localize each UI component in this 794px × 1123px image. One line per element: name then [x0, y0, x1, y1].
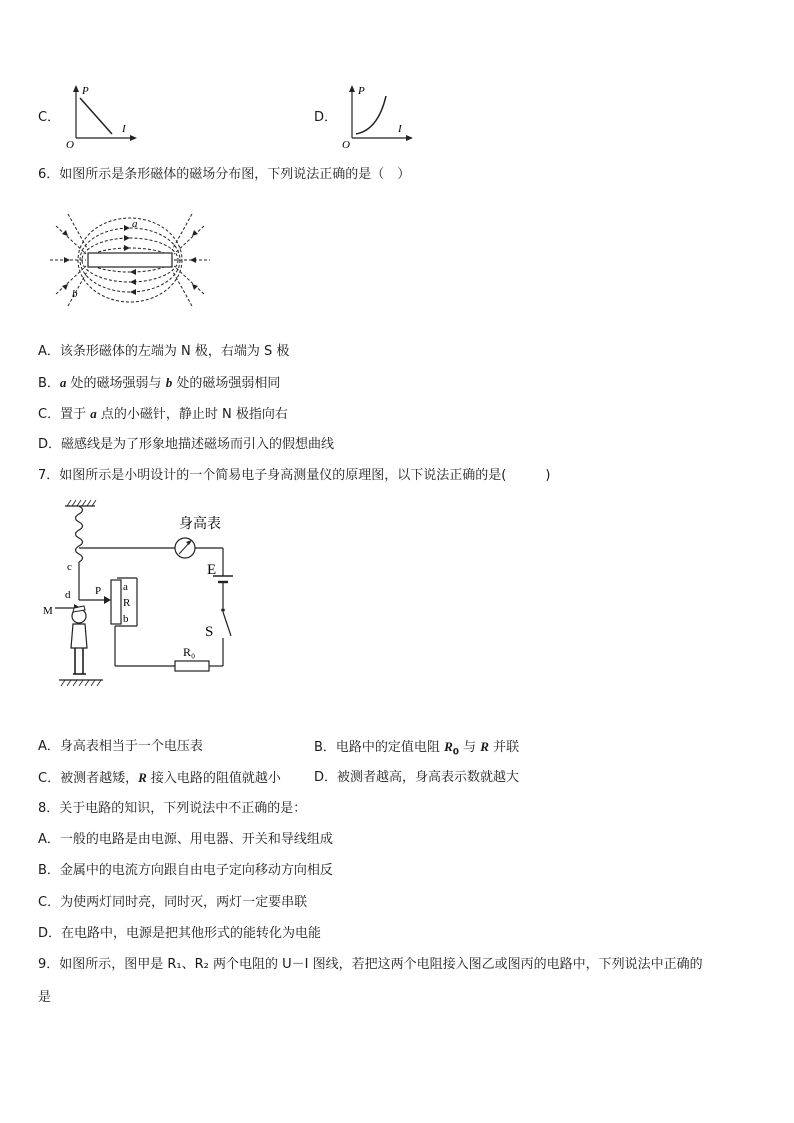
q7-option-c-var-r: R — [138, 770, 147, 785]
q6-stem: 6．如图所示是条形磁体的磁场分布图，下列说法正确的是（ ） — [38, 167, 411, 182]
q6-option-b-var-b: b — [165, 375, 173, 390]
q7-meter-label: 身高表 — [179, 517, 221, 532]
q8-option-a: A．一般的电路是由电源、用电器、开关和导线组成 — [38, 832, 333, 847]
q6-option-c-label: C． — [38, 407, 61, 422]
q5-option-d-label: D． — [314, 110, 338, 125]
q7-point-c: c — [67, 561, 72, 573]
q6-option-b-text-2: 处的磁场强弱相同 — [172, 376, 281, 391]
q6-option-c-text-2: 点的小磁针，静止时 N 极指向右 — [96, 407, 288, 422]
q5-c-x-label: I — [122, 123, 126, 135]
q5-d-x-label: I — [398, 123, 402, 135]
q6-option-b-label: B． — [38, 376, 60, 391]
q7-option-b-label: B． — [314, 740, 336, 755]
q5-c-y-label: P — [82, 85, 89, 97]
q5-option-c-label: C． — [38, 110, 61, 125]
q7-option-d — [314, 770, 519, 786]
q6-point-b: b — [72, 288, 78, 300]
q6-option-c-text-1: 置于 — [60, 407, 91, 422]
q7-option-d-text: 被测者越高，身高表示数就越大 — [337, 770, 520, 785]
q7-option-c — [38, 770, 281, 787]
q7-option-c-text-2: 接入电路的阻值就越小 — [146, 771, 281, 786]
q6-option-b — [38, 375, 280, 392]
q6-option-b-var-a: a — [59, 375, 67, 390]
q7-rheostat-b: b — [123, 613, 129, 625]
q7-option-b-var-r2: R — [480, 739, 489, 754]
q7-option-a — [38, 739, 203, 755]
q5-d-y-label: P — [358, 85, 365, 97]
q8-stem: 8．关于电路的知识，下列说法中不正确的是： — [38, 801, 307, 816]
q9-stem-line-2: 是 — [38, 990, 52, 1005]
q6-option-a — [38, 344, 289, 360]
q8-option-b: B．金属中的电流方向跟自由电子定向移动方向相反 — [38, 863, 333, 878]
q7-option-b-var-r: R — [444, 739, 453, 754]
q6-point-a: a — [132, 218, 138, 230]
q7-option-b-text-3: 并联 — [488, 740, 520, 755]
q5-c-origin-label: O — [66, 139, 74, 151]
q7-option-b-text-2: 与 — [459, 740, 481, 755]
q7-rheostat-a: a — [123, 581, 128, 593]
q7-option-a-text: 身高表相当于一个电压表 — [59, 739, 203, 754]
q6-option-c — [38, 406, 288, 423]
q6-option-d-label: D． — [38, 437, 62, 452]
q8-option-c: C．为使两灯同时亮，同时灭，两灯一定要串联 — [38, 895, 308, 910]
q8-option-d: D．在电路中，电源是把其他形式的能转化为电能 — [38, 926, 322, 941]
q7-r0-label: R₀ — [183, 645, 196, 659]
q6-option-a-text: 该条形磁体的左端为 N 极，右端为 S 极 — [59, 344, 290, 359]
q6-option-a-label: A． — [38, 344, 60, 359]
q7-option-c-label: C． — [38, 771, 61, 786]
q6-option-d-text: 磁感线是为了形象地描述磁场而引入的假想曲线 — [61, 437, 335, 452]
q6-option-d — [38, 437, 334, 453]
q7-option-d-label: D． — [314, 770, 338, 785]
q6-bar-magnet — [88, 253, 172, 267]
q7-height-meter-circuit — [43, 498, 245, 694]
q7-option-a-label: A． — [38, 739, 60, 754]
q6-option-b-text-1: 处的磁场强弱与 — [66, 376, 166, 391]
q7-point-m: M — [43, 605, 53, 617]
q7-slider-label: P — [95, 585, 102, 597]
q5-d-origin-label: O — [342, 139, 350, 151]
q7-option-b-sub: 0 — [452, 747, 459, 758]
q5-option-d-graph — [338, 84, 418, 150]
q6-magnet-field-figure — [50, 208, 210, 308]
q7-stem: 7．如图所示是小明设计的一个简易电子身高测量仪的原理图，以下说法正确的是( ) — [38, 468, 551, 483]
q7-option-b — [314, 739, 519, 761]
q6-option-c-var-a: a — [90, 406, 97, 421]
q9-stem-line-1: 9．如图所示，图甲是 R₁、R₂ 两个电阻的 U－I 图线，若把这两个电阻接入图乙或图丙的电路中，下列说法中正确的 — [38, 957, 703, 972]
q7-switch-label: S — [205, 624, 214, 640]
q7-rheostat-r: R — [123, 597, 131, 609]
q7-option-b-text-1: 电路中的定值电阻 — [335, 740, 445, 755]
q7-option-c-text-1: 被测者越矮， — [60, 771, 139, 786]
q7-point-d: d — [65, 589, 71, 601]
q7-battery-label: E — [207, 562, 217, 578]
q5-option-c-graph — [62, 84, 142, 150]
